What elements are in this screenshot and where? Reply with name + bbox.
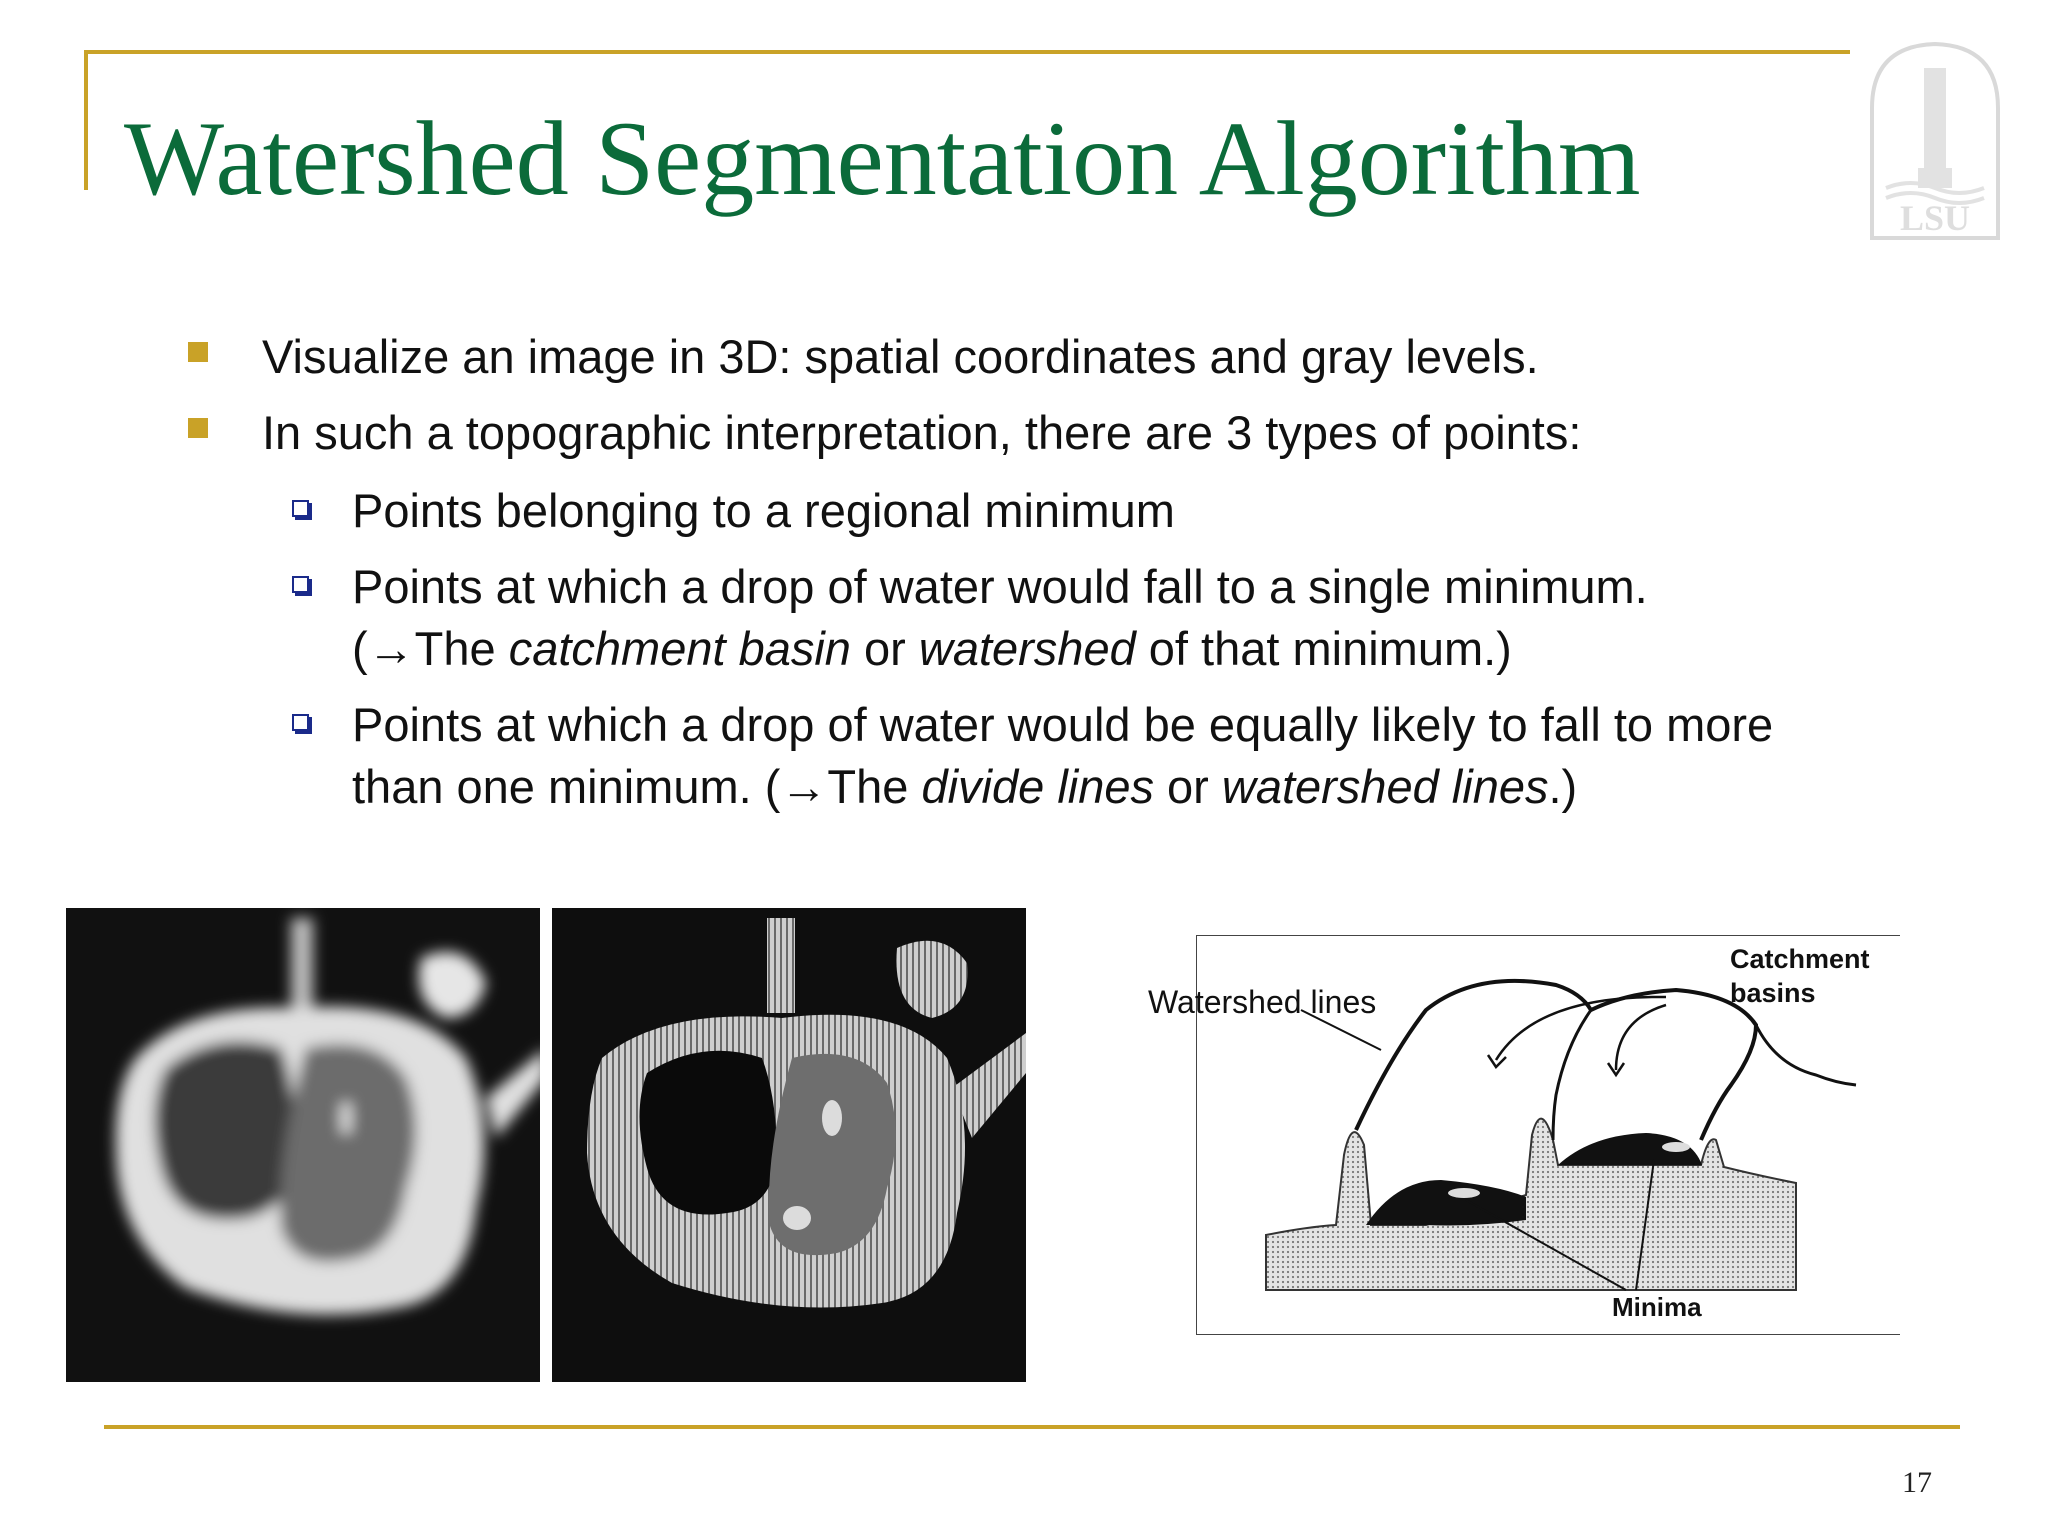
sub-bullet-text: Points at which a drop of water would fall to a single minimum. — [352, 560, 1648, 613]
bullet-item — [180, 328, 1920, 386]
sub-bullet-text-line2: than one minimum. (→The divide lines or watershed lines.) — [352, 760, 1578, 813]
sub-bullet-text-line2: (→The catchment basin or watershed of that minimum.) — [352, 622, 1512, 675]
lsu-logo-icon — [1866, 38, 2004, 246]
square-bullet-icon — [188, 418, 208, 438]
hollow-square-bullet-icon — [292, 714, 309, 731]
top-rule — [84, 50, 1850, 54]
bullet-item — [180, 404, 1920, 462]
bullet-text: In such a topographic interpretation, there are 3 types of points: — [262, 406, 1582, 459]
sub-bullet-text: Points belonging to a regional minimum — [352, 484, 1175, 537]
bullet-text: Visualize an image in 3D: spatial coordinates and gray levels. — [262, 330, 1539, 383]
sub-bullet-item — [270, 480, 1920, 542]
left-rule — [84, 50, 88, 190]
slide-title: Watershed Segmentation Algorithm — [124, 100, 1641, 217]
grayscale-blob-image — [66, 908, 540, 1382]
watershed-lines-label: Watershed lines — [1148, 984, 1377, 1020]
minima-label: Minima — [1612, 1292, 1702, 1322]
topographic-3d-image — [552, 908, 1026, 1382]
page-number: 17 — [1902, 1466, 1932, 1499]
square-bullet-icon — [188, 342, 208, 362]
sub-bullet-item — [270, 556, 1920, 680]
university-logo — [1866, 38, 2004, 246]
bullet-list — [180, 328, 1920, 832]
sub-bullet-item — [270, 694, 1920, 818]
svg-text:LSU: LSU — [1899, 198, 1971, 238]
catchment-basins-label: Catchment basins — [1730, 944, 1870, 1008]
bottom-rule — [104, 1425, 1960, 1429]
hollow-square-bullet-icon — [292, 500, 309, 517]
sub-bullet-text: Points at which a drop of water would be equally likely to fall to more — [352, 698, 1774, 751]
hollow-square-bullet-icon — [292, 576, 309, 593]
